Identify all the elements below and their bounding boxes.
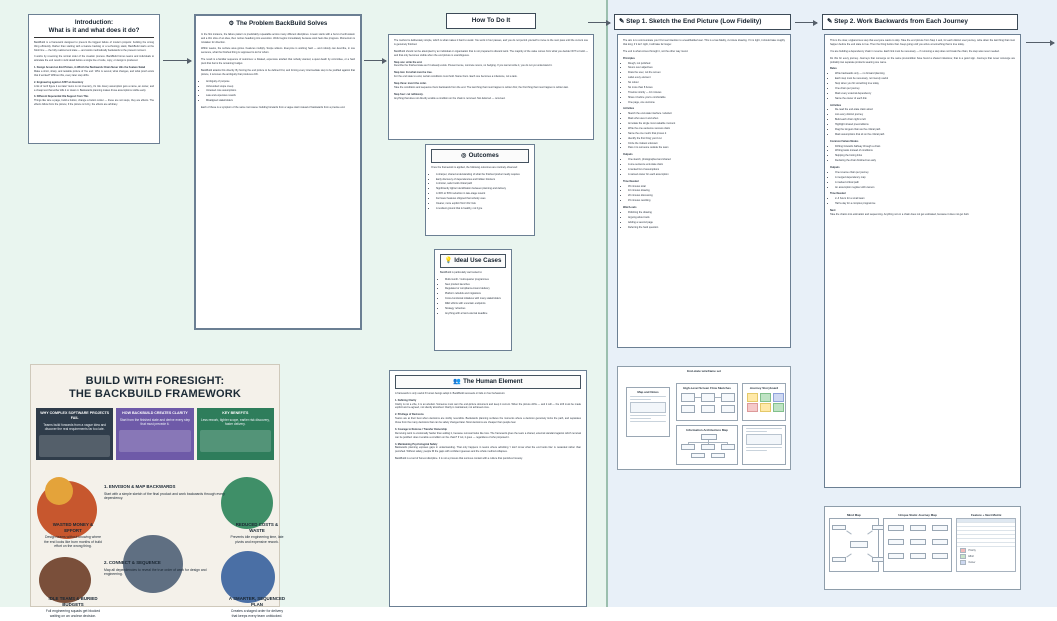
poster-col-1-body: Teams build forwards from a vague idea and discover the real requirements far too late. (43, 422, 107, 432)
poster-col-3-heading: KEY BENEFITS (222, 411, 249, 416)
list-item: • One page, one outcome (628, 101, 785, 105)
step2-failures-list (830, 145, 1015, 164)
flow-node (681, 405, 695, 413)
outcomes-list (431, 173, 529, 211)
step2-time-list (830, 197, 1015, 206)
poster-sec-2-heading: 2. CONNECT & SEQUENCE (104, 560, 161, 565)
step1-activities-list (623, 112, 785, 150)
arrow-intro-to-problem (163, 60, 191, 61)
step1-watchouts-heading: Watch-outs (623, 206, 637, 209)
list-item: • A merged dependency map (835, 176, 1015, 180)
matrix-header-2: Owner (968, 561, 976, 564)
list-item: • Label every element (628, 76, 785, 80)
intro-sec-2-heading: 2. Engineering against JUST an Inventory (34, 80, 84, 84)
journey-node (888, 539, 904, 545)
sticky-note (760, 393, 771, 402)
list-item: • Re-read the end-state claim aloud (835, 108, 1015, 112)
legend-swatch-owner (960, 560, 966, 565)
list-item: • Timebox strictly — 10 minutes (628, 91, 785, 95)
intro-sec-2-text: A list of 'we'll figure it out later' items is not inventory, it's risk. Every assumption gets a name, an owner, and a cheap test that either kills it or clears it. Backwards planning makes those assumptions visible early. (34, 84, 154, 92)
mind-map-panel (829, 511, 879, 572)
poster-col-3-thumb (200, 430, 271, 452)
legend-swatch-priority (960, 548, 966, 553)
poster-column-benefits (197, 408, 274, 459)
step1-watchouts-list (623, 211, 785, 230)
problem-title: The Problem BackBuild Solves (236, 20, 328, 27)
list-item: • Platform rebuilds and migrations (445, 292, 506, 296)
journey-node (910, 539, 926, 545)
human-sec-2-heading: 2. Privilege of Decisions (395, 413, 424, 417)
people-icon: 👥 (453, 378, 462, 385)
poster-side-4-body: Creates a staged order for delivery that keeps every team unblocked. (230, 609, 284, 618)
step1-sketch-cluster (617, 366, 791, 470)
list-item: • A 30% to 50% reduction in late-stage rework (436, 192, 529, 196)
sketch-panel-ia-map (676, 425, 738, 465)
wire-box (630, 402, 666, 413)
problem-para-3: The result is a familiar sequence of outcomes: a bloated, expensive artefact that nobody wanted, a quiet death by committee, or a hard pivot that burns the remaining budget. (201, 58, 355, 65)
flow-node (701, 393, 715, 402)
step2-title: Step 2. Work Backwards from Each Journey (834, 18, 968, 25)
poster-column-why (36, 408, 113, 459)
human-sec-1-heading: 1. Defining Clarity (395, 398, 417, 402)
list-item: • An assumption register with owners (835, 186, 1015, 190)
list-item: • No colour (628, 81, 785, 85)
list-item: • Build each chain right to left (835, 118, 1015, 122)
howto-sec-4-text: Anything that does not directly enable a condition on the chain is removed. Not deferred — removed. (394, 96, 506, 100)
poster-col-1-heading: WHY COMPLEX SOFTWARE PROJECTS FAIL (40, 411, 110, 421)
howto-sec-3-heading: Step three: invert the order. (394, 82, 427, 85)
step2-para-1: This is the slow, unglamorous step that everyone wants to skip. Take the end picture from Step 1 and, for each distinct user journey, write down the last thing that must happen before the end state is true. Then the thing before that. Keep going until you arrive at something that is true today. (830, 39, 1015, 46)
intro-sec-3-text: Things like wire a page, build a button, change a button colour — these are not steps, they are effects. The effects follow from the picture; if the picture is fuzzy, the effects are arbitrary. (34, 99, 154, 107)
step1-principles-heading: Principles (623, 56, 635, 60)
list-item: • A marked critical path (835, 181, 1015, 185)
list-item: • Skipping the boring links (835, 154, 1015, 158)
list-item: • Half a day for a complex programme (835, 202, 1015, 206)
ia-connector (727, 442, 728, 444)
list-item: • Identify the first thing you'd cut (628, 137, 785, 141)
list-item: • Polishing the drawing (628, 211, 785, 215)
step1-para-2: The end is what comes through it, not the other way round. (623, 49, 689, 53)
list-item: • Each step must be necessary, not merely useful (835, 77, 1015, 81)
list-item: • 10 minutes drawing (628, 189, 785, 193)
arrow-pane-to-step1 (588, 22, 610, 23)
wire-line (630, 421, 666, 422)
step2-rules-heading: Rules (830, 67, 837, 71)
howto-sec-3-text: Take the conditions and sequence them backwards from the end. The last thing that must happen is written first; the first thing that must happen is written last. (394, 85, 569, 89)
list-item: • A ranked list of assumptions (628, 168, 785, 172)
lightbulb-icon: 💡 (444, 257, 453, 264)
intro-para-2: It works by reversing the normal order of the creation process. BackBuild forces teams and individuals to articulate the end result in vivid detail before a single line of code, copy, or design is produced. (34, 55, 154, 63)
poster-col-2-body: Start from the finished state and derive every step that must precede it. (119, 418, 191, 427)
list-item: • Sketch the end-state interface / artefact (628, 112, 785, 116)
mind-map-node (832, 557, 846, 562)
step1-body (623, 39, 785, 229)
step2-card (824, 34, 1021, 488)
use-cases-title: Ideal Use Cases (454, 257, 502, 264)
list-item: • A one-sentence end-state claim (628, 163, 785, 167)
ia-node (711, 453, 725, 458)
list-item: • Write backwards only — no forward planning (835, 72, 1015, 76)
howto-sec-1-heading: Step one: write the end. (394, 60, 423, 64)
problem-title-wrap (201, 20, 355, 30)
wire-box (746, 434, 782, 445)
poster-side-2-body: Prevents idle engineering time, late pivots and expensive rework. (230, 535, 284, 544)
intro-sec-3-heading: 3. Different Deperential Ola Support from This (34, 95, 89, 99)
use-cases-body (440, 271, 506, 316)
list-item: • One chain per journey (835, 87, 1015, 91)
list-item: • Rough, not polished (628, 62, 785, 66)
list-item: • Untested core assumptions (206, 89, 355, 93)
mind-map-connector (867, 530, 872, 534)
list-item: • One reverse chain per journey (835, 171, 1015, 175)
arrow-step1-to-step2 (795, 22, 817, 23)
problem-para-4: BackBuild attacks this directly. By forcing the end picture to be defined first, and forcing every intermediate step to be justified against that picture, it removes the ambiguity that produces drift. (201, 68, 355, 76)
pencil-icon: ✎ (827, 18, 833, 25)
howto-para-1: The method is deliberately simple, which is what makes it hard to avoid. You work in four passes, and you do not permit yourself to move to the next pass until the current one is genuinely finished. (394, 39, 588, 46)
flame-inner-illustration (45, 477, 73, 505)
step2-para-3: Do this for every journey. Journeys that converge on the same precondition have found a shared milestone; that is a good sign. Journeys that never converge are probably two separate products wearing one name. (830, 56, 1015, 64)
outcomes-body (431, 166, 529, 211)
matrix-header-0: Priority (968, 549, 976, 552)
outcomes-title-wrap (431, 149, 529, 163)
journey-node (932, 525, 948, 531)
list-item: • Name the owner of each link (835, 97, 1015, 101)
list-item: • Mark assumptions that sit on the critical path (835, 133, 1015, 137)
poster-side-1-heading: WASTED MONEY & EFFORT (52, 522, 94, 533)
list-item: • 15 minutes rewriting (628, 199, 785, 203)
journey-node (932, 539, 948, 545)
use-cases-card (434, 249, 512, 351)
outcomes-title: Outcomes (468, 152, 499, 159)
ia-root-node (701, 434, 717, 440)
poster-side-4-heading: A SMARTER, SEQUENCED PLAN (228, 596, 286, 607)
step2-map-cluster (824, 506, 1021, 590)
poster-sec-2-body: Map all dependencies to reveal the true order of work for design and engineering. (104, 567, 207, 577)
list-item: • Cross-functional initiatives with many stakeholders (445, 297, 506, 301)
step1-para-1: The aim is to communicate your first real intention to a lead/builder/user. This is a low-fidelity, 2-minute drawing. If it is right, it should take roughly that long; if it isn't right, it will take far longer. (623, 39, 785, 46)
step2-failures-heading: Common Failure Modes (830, 139, 859, 143)
sticky-note (760, 403, 771, 412)
sketch-panel-journey-storyboard (742, 383, 786, 421)
list-item: • New product launches (445, 283, 506, 287)
human-sec-2-text: Teams are at their best when decisions are visibly reversible. Backwards planning surfaces the moments where a decision genuinely locks the path, and separates those from the many decisions that can be safely changed later. Most decisions are cheaper than people fear. (395, 417, 581, 424)
mind-map-canvas (829, 518, 879, 572)
matrix-header-1: Effort (968, 555, 974, 558)
list-item: • R&D efforts with uncertain endpoints (445, 302, 506, 306)
poster-col-2-thumb (119, 430, 190, 452)
list-item: • No more than 8 boxes (628, 86, 785, 90)
list-item: • Nouns over adjectives (628, 66, 785, 70)
list-item: • Highlight shared preconditions (835, 123, 1015, 127)
list-item: • Annotate the single most valuable moment (628, 122, 785, 126)
step2-activities-heading: Activities (830, 103, 842, 107)
problem-para-1: In the first instance, the failure pattern is predictably repeatable across many different disciplines. A team starts with a burst of enthusiasm and a thin slice of an idea, then rushes headlong into execution. Work begins immediately because work feels like progress. Momentum is mistaken for direction. (201, 32, 355, 44)
matrix-legend-row (960, 548, 1012, 553)
list-item: • Declaring the chain finished too early (835, 159, 1015, 163)
list-item: • Write the one-sentence success claim (628, 127, 785, 131)
list-item: • Mark who uses it and when (628, 117, 785, 121)
map-legend-0-label: Mind Map (846, 513, 861, 517)
ia-node (701, 444, 715, 450)
poster-side-idle (40, 593, 106, 621)
poster-section-connect (100, 557, 230, 580)
intro-title-line1: Introduction: (74, 19, 114, 27)
poster-side-2-heading: REDUCED COSTS & WASTE (235, 522, 279, 533)
list-item: • Pass it to someone outside the team (628, 146, 785, 150)
problem-bullets (201, 80, 355, 103)
intro-card (28, 14, 160, 144)
human-sec-4-closing: BackBuild is a tool of honest discipline. It is not a process that survives contact with a culture that punishes honesty. (395, 457, 523, 461)
human-element-card (389, 370, 587, 607)
list-item: • A sharper, shared understanding of what the finished product really requires (436, 173, 529, 177)
sketch-panel-3-label: Journey Storyboard (749, 386, 779, 390)
list-item: • Late and expensive rework (206, 94, 355, 98)
human-sec-1-text: Clarity is not a vibe, it is an artefact. Someone must own the end-picture document and keep it current. When the picture drifts — and it will — the drift must be made explicit and re-agreed, not silently absorbed. Clarity is maintained, not achieved once. (395, 402, 581, 410)
feature-matrix-panel (956, 511, 1016, 572)
journey-node (888, 553, 904, 559)
ia-connector (688, 442, 689, 444)
sticky-note (747, 393, 758, 402)
poster-title-line2: THE BACKBUILD FRAMEWORK (68, 387, 242, 400)
sketch-cluster-caption: End-state wireframe set (687, 369, 721, 373)
sketch-panel-0-label: Map and Notes (637, 390, 659, 394)
human-sec-4-text: Backwards planning exposes gaps in understanding. That only happens in teams where admitting 'I don't know what the end looks like' is rewarded rather than punished. Without safety, people fill the gaps with confident guesses and the whole method collapses. (395, 446, 581, 454)
flow-node (721, 393, 735, 402)
list-item: • A resilient ground that is healthy, not hype (436, 207, 529, 211)
step2-next-heading: Next (830, 209, 836, 212)
list-item: • Multi-month / multi-quarter programmes (445, 278, 506, 282)
list-item: • Misaligned stakeholders (206, 99, 355, 103)
sticky-note (773, 393, 784, 402)
step1-title-bar (614, 14, 791, 30)
mind-map-connector (846, 530, 851, 534)
list-item: • Mark every external dependency (835, 92, 1015, 96)
ia-node (691, 453, 705, 458)
howto-body (394, 39, 588, 101)
list-item: • Strategy refreshes (445, 307, 506, 311)
sticky-note (747, 403, 758, 412)
list-item: • Clearer, more explicit 'Don't Do' lists (436, 202, 529, 206)
human-sec-3-heading: 3. Courage to Remove / Transfer Ownership (395, 427, 447, 431)
step2-next-text: Take the chains into estimation and sequencing. Anything not on a chain does not get estimated, because it does not get built. (830, 212, 970, 216)
list-item: • Far fewer features shipped that nobody uses (436, 197, 529, 201)
howto-para-2: BackBuild should not be attempted by an individual or organisation that is not prepared to discard work. The majority of the value comes from what you decide NOT to build — and that only becomes visible when the end picture is unambiguous. (394, 49, 588, 57)
intro-body (34, 41, 154, 107)
list-item: • Ambiguity of purpose (206, 80, 355, 84)
flow-connector (715, 397, 721, 398)
list-item: • One sketch, photographed and shared (628, 158, 785, 162)
flow-node (681, 393, 695, 402)
howto-sec-4-heading: Step four: cut ruthlessly. (394, 92, 424, 96)
poster-sec-1-heading: 1. ENVISION & MAP BACKWARDS (104, 484, 176, 489)
sticky-note (773, 403, 784, 412)
list-item: • 2–3 hours for a small team (835, 197, 1015, 201)
mind-map-root (850, 541, 868, 548)
mind-map-node (832, 525, 846, 530)
list-item: • Flag the longest chain as the critical path (835, 128, 1015, 132)
step2-para-2: You are building a dependency chain in reverse. Each link must be necessary — if removing a step does not break the chain, the step was never needed. (830, 49, 1000, 53)
target-icon: ◎ (461, 152, 467, 159)
human-title-wrap (395, 375, 581, 389)
step2-activities-list (830, 108, 1015, 136)
poster-title-line1: BUILD WITH FORESIGHT: (85, 375, 225, 387)
step1-outputs-heading: Outputs (623, 153, 633, 157)
arrow-problem-to-howto (364, 60, 386, 61)
poster-columns (31, 408, 279, 459)
list-item: • Circle the riskiest unknown (628, 142, 785, 146)
poster-column-how (116, 408, 193, 459)
poster-sec-1-body: Start with a simple sketch of the final product and work backwards through every dependency. (104, 491, 225, 501)
outcomes-intro: Once the framework is applied, the following outcomes are routinely observed: (431, 165, 518, 169)
howto-title: How To Do It (446, 13, 536, 29)
wire-line (630, 396, 666, 397)
use-cases-intro: BackBuild is particularly well suited to: (440, 270, 483, 274)
problem-body (201, 33, 355, 110)
table-row (957, 543, 1015, 547)
list-item: • Regulated or compliance-bound delivery (445, 287, 506, 291)
poster-side-smarter (224, 593, 290, 621)
sketch-panel-map-notes (626, 387, 670, 437)
howto-card (388, 34, 594, 140)
ia-node (721, 444, 735, 450)
matrix-legend-row (960, 560, 1012, 565)
sketch-panel-2-label: Information Architecture Map (686, 428, 728, 432)
list-item: • Unbounded scope creep (206, 85, 355, 89)
human-sec-3-text: Removing work is emotionally harder than adding it, because removal looks like loss. The framework gives the team a shared, external standard against which removal can be justified: does it enable a condition on the chain? If not, it goes — regardless of who proposed it. (395, 431, 581, 439)
step2-title-bar (822, 14, 1018, 30)
list-item: • 45 minutes total (628, 185, 785, 189)
journey-node (888, 525, 904, 531)
journey-node (910, 553, 926, 559)
gear-icon: ⚙ (228, 20, 235, 27)
list-item: • Stop when you hit something true today (835, 82, 1015, 86)
howto-sec-1-text: Describe the finished state as if it already exists. Present tense, concrete nouns, no hedging. If you cannot write it, you do not yet understand it. (394, 64, 553, 68)
list-item: • Arguing about tools (628, 216, 785, 220)
flow-connector (695, 397, 701, 398)
poster-col-1-thumb (39, 435, 110, 457)
intro-title (34, 19, 154, 38)
outcomes-card (425, 144, 535, 236)
step1-activities-heading: Activities (623, 107, 635, 111)
human-body (395, 392, 581, 461)
wire-line (746, 447, 782, 448)
step1-outputs-list (623, 158, 785, 177)
wire-line (746, 450, 767, 451)
journey-map-canvas (883, 518, 953, 572)
sketch-panel-1-label: High-Level Screen Flow Sketches (683, 386, 731, 390)
poster-side-1-body: Design teams without knowing where the end looks like burn months of build effort on the wrong thing. (44, 535, 102, 549)
journey-node (910, 525, 926, 531)
list-item: • Name the one metric that proves it (628, 132, 785, 136)
journey-node (932, 553, 948, 559)
wire-line (630, 399, 651, 400)
legend-swatch-effort (960, 554, 966, 559)
wire-line (630, 418, 651, 419)
list-item: • Adding a second page (628, 221, 785, 225)
wire-line (746, 431, 767, 432)
map-legend-1-label: Unique Static Journey Map (898, 513, 937, 517)
list-item: • A named owner for each assumption (628, 173, 785, 177)
step1-principles-list (623, 62, 785, 105)
matrix-legend-row (960, 554, 1012, 559)
list-item: • Writing tasks instead of conditions (835, 149, 1015, 153)
mind-map-connector (867, 553, 872, 557)
list-item: • Drifting forwards halfway through a chain (835, 145, 1015, 149)
step2-outputs-list (830, 171, 1015, 190)
arrow-step2-to-next (1026, 42, 1054, 43)
human-title: The Human Element (463, 378, 523, 385)
poster-col-2-heading: HOW BACKBUILD CREATES CLARITY (122, 411, 188, 416)
problem-closing: Each of these is a symptom of the same root cause: building forwards from a vague start instead of backwards from a precise end. (201, 106, 346, 109)
list-item: • List every distinct journey (835, 113, 1015, 117)
poster-title (37, 375, 273, 400)
map-legend-2-label: Feature + Next Matrix (970, 513, 1002, 517)
poster-col-3-body: Less rework, tighter scope, earlier risk discovery, faster delivery. (200, 418, 270, 427)
list-item: • Early discovery of dependencies and hidden blockers (436, 178, 529, 182)
howto-sec-2-heading: Step two: list what must be true. (394, 71, 433, 75)
human-intro: A framework is only useful if human beings adopt it. BackBuild succeeds or fails on four behaviours: (395, 391, 506, 395)
list-item: • A shorter, safer build critical path (436, 182, 529, 186)
intro-sec-1-heading: 1. Design Around an End Picture, in Which the Backwards Chain Never Hits the Feature Salad (34, 66, 146, 70)
feature-matrix-table (956, 518, 1016, 572)
intro-para-1: BackBuild is a framework designed to prevent the biggest failure of modern projects: building the wrong thing efficiently. Rather than starting with a feature backlog or a technology stack, BackBuild starts at the finish line — the fully realized end state — and works methodically backwards to the present moment. (34, 40, 154, 52)
mind-map-connector (846, 553, 851, 557)
wire-line (630, 415, 666, 416)
wire-line (746, 428, 782, 429)
list-item: • Significantly tighter identification between planning and delivery (436, 187, 529, 191)
list-item: • Share it before you're comfortable (628, 96, 785, 100)
use-cases-list (440, 278, 506, 316)
howto-sec-2-text: For the end state to exist, certain conditions must hold. Name them. Each one becomes a milestone, not a task. (394, 75, 518, 79)
journey-map-panel (883, 511, 953, 572)
step1-time-list (623, 185, 785, 204)
flow-node (701, 405, 715, 413)
ia-connector (688, 442, 728, 443)
flow-node (721, 405, 735, 413)
poster-side-wasted (40, 519, 106, 552)
backbuild-poster (30, 364, 286, 618)
step1-card (617, 34, 791, 348)
problem-para-2: Within weeks, the surface area grows. Features multiply. Scope widens. Everyone is working hard — and nobody can describe, in one sentence, what the finished thing is supposed to do for whom. (201, 47, 355, 55)
poster-side-3-heading: IDLE TEAMS & BURIED BUDGETS (48, 596, 98, 607)
poster-side-3-body: Full engineering squads get blocked waiting on an unclear decision. (45, 609, 101, 618)
problem-card (194, 14, 362, 330)
step2-rules-list (830, 72, 1015, 100)
step2-time-heading: Time Needed (830, 192, 846, 196)
human-sec-4-heading: 4. Maintaining Psychological Safety (395, 442, 438, 446)
list-item: • 20 minutes discussing (628, 194, 785, 198)
step2-body (830, 39, 1015, 217)
sketch-panel-screen-flow (676, 383, 738, 421)
intro-sec-1-text: Make a short, sharp, and testable picture of 'the end.' Who is served, what changes, and what proof exists that it worked? Without this, every later step drifts. (34, 70, 154, 77)
pencil-icon: ✎ (619, 18, 625, 25)
step2-outputs-heading: Outputs (830, 166, 840, 169)
list-item: • Deferring the hard question (628, 226, 785, 230)
poster-section-envision (100, 481, 230, 504)
step1-time-heading: Time Needed (623, 179, 639, 183)
list-item: • Anything with a hard external deadline (445, 312, 506, 316)
ia-node (681, 444, 695, 450)
sketch-panel-notes-set (742, 425, 786, 465)
use-cases-title-wrap (440, 254, 506, 268)
poster-side-reduced (224, 519, 290, 547)
step1-title: Step 1. Sketch the End Picture (Low Fidelity) (626, 18, 762, 25)
list-item: • Draw the user, not the screen (628, 71, 785, 75)
intro-title-line2: What is it and what does it do? (48, 27, 140, 34)
